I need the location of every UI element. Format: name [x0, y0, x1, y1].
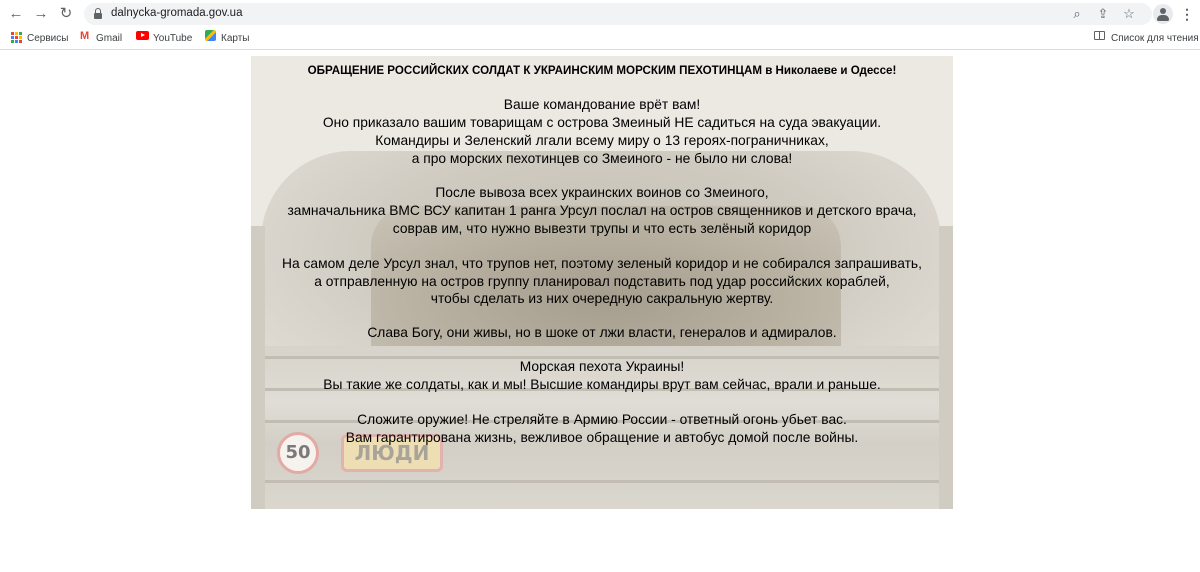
url-text[interactable]: dalnycka-gromada.gov.ua [111, 7, 243, 19]
reading-list-button[interactable]: Список для чтения [1111, 33, 1199, 44]
share-icon[interactable]: ⇪ [1097, 6, 1109, 21]
speed-limit-sign: 50 [277, 432, 319, 474]
more-menu-icon[interactable]: ⋮ [1180, 6, 1194, 22]
bookmark-gmail[interactable]: Gmail [96, 33, 123, 44]
leaflet-line: Вы такие же солдаты, как и мы! Высшие командиры врут вам сейчас, врали и раньше. [323, 377, 881, 392]
lock-icon[interactable] [94, 8, 102, 19]
address-bar[interactable] [84, 3, 1152, 25]
zoom-search-icon[interactable]: ⌕ [1073, 6, 1081, 21]
reload-icon[interactable]: ↻ [59, 5, 73, 22]
leaflet-line: На самом деле Урсул знал, что трупов нет, поэтому зеленый коридор и не собирался запрашивать, [282, 256, 922, 271]
leaflet-line: Ваше командование врёт вам! [503, 97, 701, 112]
leaflet-line: Слава Богу, они живы, но в шоке от лжи власти, генералов и адмиралов. [367, 325, 837, 340]
leaflet-line: Сложите оружие! Не стреляйте в Армию России - ответный огонь убьет вас. [357, 412, 847, 427]
leaflet-line: чтобы сделать из них очередную сакральную жертву. [430, 291, 774, 306]
bookmark-youtube[interactable]: YouTube [153, 33, 193, 44]
youtube-icon[interactable] [136, 31, 149, 40]
leaflet-line: После вывоза всех украинских воинов со Змеиного, [435, 185, 769, 200]
leaflet-line: соврав им, что нужно вывезти трупы и что есть зелёный коридор [392, 221, 812, 236]
apps-grid-icon[interactable] [11, 32, 22, 43]
leaflet-line: а про морских пехотинцев со Змеиного - не было ни слова! [411, 151, 793, 166]
browser-toolbar [0, 0, 1200, 28]
leaflet-line: а отправленную на остров группу планировал подставить под удар российских кораблей, [314, 274, 890, 289]
maps-icon[interactable] [205, 30, 216, 41]
forward-arrow-icon[interactable]: → [33, 5, 49, 22]
bookmarks-bar [0, 28, 1200, 50]
leaflet-heading: ОБРАЩЕНИЕ РОССИЙСКИХ СОЛДАТ К УКРАИНСКИМ МОРСКИМ ПЕХОТИНЦАМ в Николаеве и Одессе! [307, 64, 897, 77]
leaflet-line: Командиры и Зеленский лгали всему миру о 13 героях-пограничниках, [375, 133, 829, 148]
leaflet-line: Морская пехота Украины! [519, 359, 685, 374]
leaflet-line: замначальника ВМС ВСУ капитан 1 ранга Урсул послал на остров священников и детского врача, [287, 203, 917, 218]
reading-list-icon[interactable] [1094, 31, 1105, 40]
leaflet-line: Вам гарантирована жизнь, вежливое обращение и автобус домой после войны. [345, 430, 859, 445]
leaflet-line: Оно приказало вашим товарищам с острова Змеиный НЕ садиться на суда эвакуации. [322, 115, 882, 130]
gmail-icon[interactable]: M [80, 30, 90, 42]
leaflet-image [251, 56, 953, 509]
bookmark-maps[interactable]: Карты [221, 33, 250, 44]
people-sign: ЛЮДИ [341, 434, 443, 472]
profile-avatar-icon[interactable] [1153, 4, 1173, 24]
bookmark-star-icon[interactable]: ☆ [1123, 6, 1135, 21]
bookmark-services[interactable]: Сервисы [27, 33, 69, 44]
back-arrow-icon[interactable]: ← [8, 5, 24, 22]
